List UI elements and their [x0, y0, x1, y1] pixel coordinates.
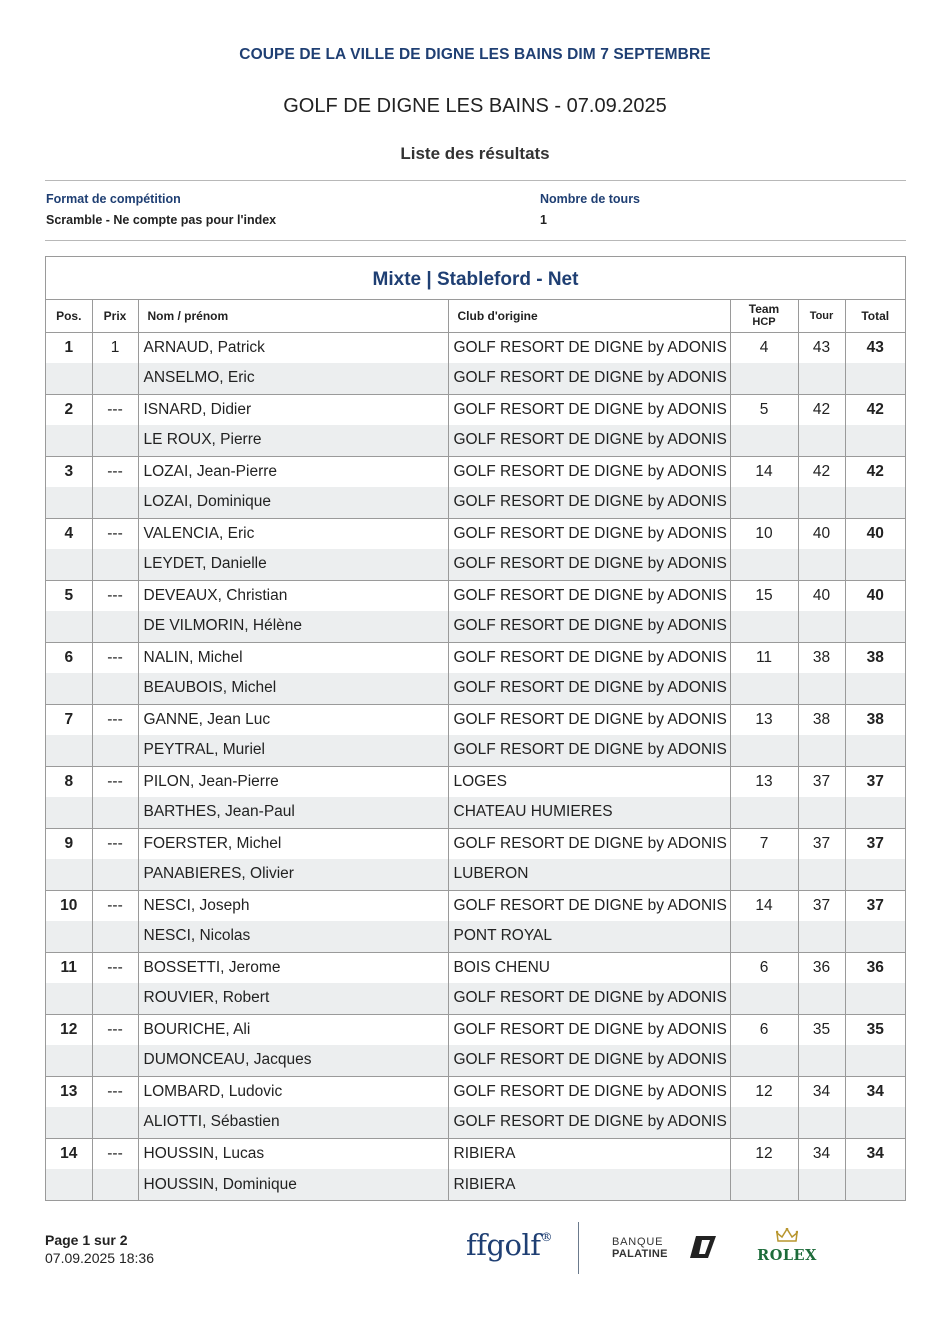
team-row-secondary [46, 735, 905, 766]
total-cell: 43 [866, 338, 884, 356]
prix-cell: --- [92, 518, 138, 549]
player-name-cell: GANNE, Jean Luc [138, 704, 448, 735]
total-cell: 37 [866, 834, 884, 852]
player-name-cell: FOERSTER, Michel [138, 828, 448, 859]
club-cell: GOLF RESORT DE DIGNE by ADONIS [448, 425, 730, 456]
team-hcp-cell-empty [730, 611, 798, 642]
club-title: GOLF DE DIGNE LES BAINS - 07.09.2025 [283, 95, 667, 117]
team-hcp-cell: 6 [730, 952, 798, 983]
team-hcp-cell-empty [730, 1045, 798, 1076]
tour-cell-empty [798, 1045, 845, 1076]
team-hcp-cell-empty [730, 673, 798, 704]
pos-cell: 2 [46, 394, 92, 425]
team-hcp-cell: 12 [730, 1138, 798, 1169]
club-cell: GOLF RESORT DE DIGNE by ADONIS [448, 332, 730, 363]
pos-cell-empty [46, 611, 92, 642]
player-name-cell: LE ROUX, Pierre [138, 425, 448, 456]
total-cell: 37 [866, 896, 884, 914]
tour-cell-empty [798, 859, 845, 890]
club-cell: GOLF RESORT DE DIGNE by ADONIS [448, 456, 730, 487]
pos-cell: 11 [46, 952, 92, 983]
tour-cell: 34 [798, 1138, 845, 1169]
col-header-hcp: HCP [752, 316, 776, 329]
pos-cell-empty [46, 735, 92, 766]
total-cell: 34 [866, 1082, 884, 1100]
pos-cell: 9 [46, 828, 92, 859]
pos-cell: 8 [46, 766, 92, 797]
prix-cell-empty [92, 921, 138, 952]
club-cell: BOIS CHENU [448, 952, 730, 983]
prix-cell: --- [92, 580, 138, 611]
prix-cell-empty [92, 611, 138, 642]
prix-cell-empty [92, 487, 138, 518]
prix-cell-empty [92, 1107, 138, 1138]
pos-cell-empty [46, 921, 92, 952]
club-cell: GOLF RESORT DE DIGNE by ADONIS [448, 890, 730, 921]
pos-cell-empty [46, 673, 92, 704]
banque-logo-line1: BANQUE [612, 1236, 664, 1248]
club-cell: GOLF RESORT DE DIGNE by ADONIS [448, 611, 730, 642]
tour-cell-empty [798, 549, 845, 580]
team-row-primary [46, 1014, 905, 1045]
prix-cell: --- [92, 828, 138, 859]
format-value: Scramble - Ne compte pas pour l'index [46, 213, 277, 227]
club-cell: GOLF RESORT DE DIGNE by ADONIS [448, 983, 730, 1014]
total-cell-empty [845, 921, 905, 952]
tour-cell: 36 [798, 952, 845, 983]
tour-cell-empty [798, 425, 845, 456]
list-title: Liste des résultats [400, 144, 550, 163]
total-cell-empty [845, 859, 905, 890]
player-name-cell: NALIN, Michel [138, 642, 448, 673]
player-name-cell: ALIOTTI, Sébastien [138, 1107, 448, 1138]
prix-cell: --- [92, 704, 138, 735]
pos-cell-empty [46, 363, 92, 394]
team-row-primary [46, 1076, 905, 1107]
total-cell-empty [845, 611, 905, 642]
format-label: Format de compétition [46, 192, 181, 206]
total-cell-empty [845, 1107, 905, 1138]
team-row-primary [46, 1138, 905, 1169]
player-name-cell: PILON, Jean-Pierre [138, 766, 448, 797]
tour-cell: 35 [798, 1014, 845, 1045]
player-name-cell: VALENCIA, Eric [138, 518, 448, 549]
ffgolf-logo [466, 1228, 552, 1262]
team-row-secondary [46, 363, 905, 394]
club-cell: GOLF RESORT DE DIGNE by ADONIS [448, 1014, 730, 1045]
club-cell: PONT ROYAL [448, 921, 730, 952]
page-number: Page 1 sur 2 [45, 1232, 128, 1248]
col-header-team-hcp [730, 300, 798, 332]
tour-cell: 38 [798, 642, 845, 673]
prix-cell: --- [92, 642, 138, 673]
tour-cell: 37 [798, 828, 845, 859]
col-header-team: Team [748, 302, 780, 317]
team-hcp-cell: 7 [730, 828, 798, 859]
club-cell: GOLF RESORT DE DIGNE by ADONIS [448, 704, 730, 735]
banque-palatine-mark-icon [690, 1236, 716, 1258]
total-cell-empty [845, 425, 905, 456]
tour-cell: 37 [798, 890, 845, 921]
player-name-cell: BARTHES, Jean-Paul [138, 797, 448, 828]
col-header-pos: Pos. [46, 300, 92, 332]
prix-cell-empty [92, 983, 138, 1014]
tour-cell: 42 [798, 456, 845, 487]
player-name-cell: DE VILMORIN, Hélène [138, 611, 448, 642]
pos-cell: 1 [46, 332, 92, 363]
print-datetime: 07.09.2025 18:36 [45, 1250, 154, 1266]
club-cell: RIBIERA [448, 1138, 730, 1169]
club-cell: RIBIERA [448, 1169, 730, 1200]
tour-cell: 38 [798, 704, 845, 735]
tour-cell-empty [798, 1169, 845, 1200]
team-row-secondary [46, 673, 905, 704]
total-cell: 38 [866, 710, 884, 728]
total-cell: 35 [866, 1020, 884, 1038]
pos-cell-empty [46, 859, 92, 890]
pos-cell: 6 [46, 642, 92, 673]
prix-cell: --- [92, 890, 138, 921]
col-header-name: Nom / prénom [138, 300, 448, 332]
registered-mark: ® [540, 1230, 552, 1244]
table-header-row [46, 300, 905, 332]
event-title: COUPE DE LA VILLE DE DIGNE LES BAINS DIM 7 SEPTEMBRE [239, 46, 711, 63]
player-name-cell: LOZAI, Jean-Pierre [138, 456, 448, 487]
prix-cell-empty [92, 673, 138, 704]
total-cell-empty [845, 797, 905, 828]
team-row-primary [46, 952, 905, 983]
tour-cell-empty [798, 797, 845, 828]
team-hcp-cell: 5 [730, 394, 798, 425]
team-hcp-cell: 14 [730, 456, 798, 487]
info-top-divider [45, 180, 906, 181]
team-row-secondary [46, 859, 905, 890]
banque-palatine-logo [612, 1236, 668, 1260]
player-name-cell: ISNARD, Didier [138, 394, 448, 425]
prix-cell-empty [92, 859, 138, 890]
results-body [46, 332, 905, 1200]
prix-cell-empty [92, 549, 138, 580]
tour-cell-empty [798, 673, 845, 704]
tour-cell: 40 [798, 580, 845, 611]
banque-logo-line2: PALATINE [612, 1248, 668, 1260]
results-grid [46, 300, 905, 1200]
player-name-cell: PEYTRAL, Muriel [138, 735, 448, 766]
prix-cell-empty [92, 1045, 138, 1076]
team-row-primary [46, 580, 905, 611]
pos-cell: 10 [46, 890, 92, 921]
club-cell: GOLF RESORT DE DIGNE by ADONIS [448, 518, 730, 549]
tour-cell: 43 [798, 332, 845, 363]
prix-cell: --- [92, 766, 138, 797]
club-cell: GOLF RESORT DE DIGNE by ADONIS [448, 487, 730, 518]
team-hcp-cell: 13 [730, 704, 798, 735]
tour-cell-empty [798, 611, 845, 642]
info-bottom-divider [45, 240, 906, 241]
player-name-cell: HOUSSIN, Lucas [138, 1138, 448, 1169]
total-cell-empty [845, 673, 905, 704]
player-name-cell: ROUVIER, Robert [138, 983, 448, 1014]
team-hcp-cell-empty [730, 425, 798, 456]
prix-cell: --- [92, 952, 138, 983]
table-title: Mixte | Stableford - Net [46, 257, 905, 300]
team-row-primary [46, 642, 905, 673]
team-hcp-cell-empty [730, 487, 798, 518]
team-row-primary [46, 890, 905, 921]
club-cell: GOLF RESORT DE DIGNE by ADONIS [448, 1076, 730, 1107]
team-row-primary [46, 456, 905, 487]
team-row-secondary [46, 1169, 905, 1200]
total-cell-empty [845, 1169, 905, 1200]
player-name-cell: ANSELMO, Eric [138, 363, 448, 394]
club-cell: GOLF RESORT DE DIGNE by ADONIS [448, 549, 730, 580]
player-name-cell: DEVEAUX, Christian [138, 580, 448, 611]
prix-cell: --- [92, 1138, 138, 1169]
tour-cell-empty [798, 983, 845, 1014]
pos-cell-empty [46, 487, 92, 518]
team-row-secondary [46, 487, 905, 518]
tour-cell-empty [798, 487, 845, 518]
tour-cell-empty [798, 921, 845, 952]
total-cell-empty [845, 735, 905, 766]
crown-icon [776, 1228, 798, 1242]
total-cell-empty [845, 549, 905, 580]
team-hcp-cell-empty [730, 921, 798, 952]
pos-cell: 14 [46, 1138, 92, 1169]
total-cell: 42 [866, 400, 884, 418]
club-cell: LUBERON [448, 859, 730, 890]
team-row-secondary [46, 549, 905, 580]
team-hcp-cell-empty [730, 1169, 798, 1200]
club-cell: LOGES [448, 766, 730, 797]
team-hcp-cell: 4 [730, 332, 798, 363]
player-name-cell: BOURICHE, Ali [138, 1014, 448, 1045]
team-row-primary [46, 518, 905, 549]
col-header-club: Club d'origine [448, 300, 730, 332]
team-row-primary [46, 332, 905, 363]
pos-cell-empty [46, 983, 92, 1014]
total-cell: 40 [866, 586, 884, 604]
total-cell-empty [845, 487, 905, 518]
tour-cell-empty [798, 1107, 845, 1138]
team-row-secondary [46, 1045, 905, 1076]
prix-cell: 1 [92, 332, 138, 363]
pos-cell: 4 [46, 518, 92, 549]
club-cell: GOLF RESORT DE DIGNE by ADONIS [448, 1045, 730, 1076]
prix-cell: --- [92, 456, 138, 487]
team-row-secondary [46, 921, 905, 952]
pos-cell-empty [46, 1169, 92, 1200]
prix-cell-empty [92, 425, 138, 456]
pos-cell-empty [46, 425, 92, 456]
total-cell: 40 [866, 524, 884, 542]
results-table [45, 256, 906, 1201]
prix-cell-empty [92, 1169, 138, 1200]
player-name-cell: NESCI, Nicolas [138, 921, 448, 952]
total-cell-empty [845, 1045, 905, 1076]
player-name-cell: PANABIERES, Olivier [138, 859, 448, 890]
pos-cell: 12 [46, 1014, 92, 1045]
prix-cell-empty [92, 735, 138, 766]
team-row-primary [46, 766, 905, 797]
team-hcp-cell-empty [730, 859, 798, 890]
rounds-label: Nombre de tours [540, 192, 641, 206]
club-cell: GOLF RESORT DE DIGNE by ADONIS [448, 673, 730, 704]
player-name-cell: LOZAI, Dominique [138, 487, 448, 518]
team-hcp-cell: 6 [730, 1014, 798, 1045]
team-hcp-cell: 15 [730, 580, 798, 611]
pos-cell-empty [46, 549, 92, 580]
total-cell-empty [845, 363, 905, 394]
team-hcp-cell: 10 [730, 518, 798, 549]
team-hcp-cell: 11 [730, 642, 798, 673]
total-cell: 38 [866, 648, 884, 666]
tour-cell: 37 [798, 766, 845, 797]
col-header-total: Total [845, 300, 905, 332]
pos-cell: 7 [46, 704, 92, 735]
team-hcp-cell: 12 [730, 1076, 798, 1107]
club-cell: GOLF RESORT DE DIGNE by ADONIS [448, 642, 730, 673]
player-name-cell: NESCI, Joseph [138, 890, 448, 921]
pos-cell: 3 [46, 456, 92, 487]
tour-cell-empty [798, 363, 845, 394]
total-cell: 37 [866, 772, 884, 790]
team-hcp-cell: 13 [730, 766, 798, 797]
player-name-cell: ARNAUD, Patrick [138, 332, 448, 363]
player-name-cell: BOSSETTI, Jerome [138, 952, 448, 983]
col-header-prix: Prix [92, 300, 138, 332]
tour-cell: 34 [798, 1076, 845, 1107]
tour-cell: 40 [798, 518, 845, 549]
team-row-secondary [46, 1107, 905, 1138]
team-row-primary [46, 394, 905, 425]
player-name-cell: HOUSSIN, Dominique [138, 1169, 448, 1200]
team-hcp-cell-empty [730, 549, 798, 580]
team-hcp-cell-empty [730, 735, 798, 766]
club-cell: GOLF RESORT DE DIGNE by ADONIS [448, 1107, 730, 1138]
total-cell-empty [845, 983, 905, 1014]
team-hcp-cell-empty [730, 363, 798, 394]
rounds-value: 1 [540, 213, 547, 227]
team-row-secondary [46, 983, 905, 1014]
rolex-logo [752, 1228, 822, 1264]
pos-cell-empty [46, 1045, 92, 1076]
ffgolf-logo-text: ffgolf [466, 1228, 541, 1262]
player-name-cell: LEYDET, Danielle [138, 549, 448, 580]
total-cell: 36 [866, 958, 884, 976]
total-cell: 42 [866, 462, 884, 480]
team-hcp-cell-empty [730, 983, 798, 1014]
pos-cell-empty [46, 797, 92, 828]
pos-cell-empty [46, 1107, 92, 1138]
club-cell: GOLF RESORT DE DIGNE by ADONIS [448, 394, 730, 425]
logo-separator [578, 1222, 579, 1274]
tour-cell: 42 [798, 394, 845, 425]
club-cell: CHATEAU HUMIERES [448, 797, 730, 828]
club-cell: GOLF RESORT DE DIGNE by ADONIS [448, 580, 730, 611]
pos-cell: 13 [46, 1076, 92, 1107]
prix-cell: --- [92, 1014, 138, 1045]
total-cell: 34 [866, 1144, 884, 1162]
player-name-cell: BEAUBOIS, Michel [138, 673, 448, 704]
club-cell: GOLF RESORT DE DIGNE by ADONIS [448, 363, 730, 394]
pos-cell: 5 [46, 580, 92, 611]
prix-cell-empty [92, 797, 138, 828]
club-cell: GOLF RESORT DE DIGNE by ADONIS [448, 735, 730, 766]
club-cell: GOLF RESORT DE DIGNE by ADONIS [448, 828, 730, 859]
prix-cell-empty [92, 363, 138, 394]
team-row-secondary [46, 611, 905, 642]
team-row-primary [46, 704, 905, 735]
team-row-primary [46, 828, 905, 859]
player-name-cell: DUMONCEAU, Jacques [138, 1045, 448, 1076]
team-row-secondary [46, 797, 905, 828]
team-hcp-cell-empty [730, 1107, 798, 1138]
tour-cell-empty [798, 735, 845, 766]
col-header-tour: Tour [798, 300, 845, 332]
prix-cell: --- [92, 1076, 138, 1107]
prix-cell: --- [92, 394, 138, 425]
team-hcp-cell-empty [730, 797, 798, 828]
player-name-cell: LOMBARD, Ludovic [138, 1076, 448, 1107]
rolex-wordmark: ROLEX [757, 1247, 817, 1264]
team-row-secondary [46, 425, 905, 456]
team-hcp-cell: 14 [730, 890, 798, 921]
